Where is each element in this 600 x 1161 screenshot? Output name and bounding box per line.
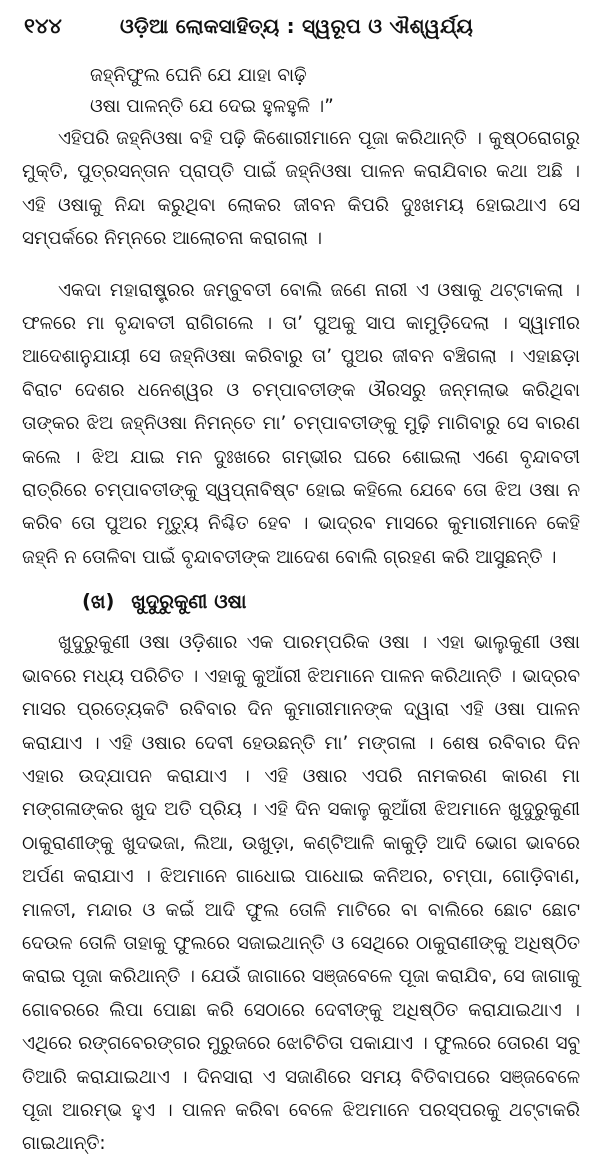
verse-block bbox=[90, 60, 580, 122]
paragraph: ଏହିପରି ଜହ୍ନିଓଷା ବହି ପଢ଼ି କିଶୋରୀମାନେ ପୂଜା କରିଥାନ୍ତି । କୁଷ୍ଠରୋଗରୁ ମୁକ୍ତି, ପୁତ୍ରସନ୍ତାନ ପ୍ରାପ୍ତି ପାଇଁ ଜହ୍ନିଓଷା ପାଳନ କରାଯିବାର କଥା ଅଛି । ଏହି ଓଷାକୁ ନିନ୍ଦା କରୁଥିବା ଲୋକର ଜୀବନ କିପରି ଦୁଃଖମୟ ହୋଇଥାଏ ସେ ସମ୍ପର୍କରେ ନିମ୍ନରେ ଆଲୋଚନା କରାଗଲା । bbox=[22, 128, 580, 250]
section-heading bbox=[82, 586, 580, 618]
paragraph: ଖୁଦୁରୁକୁଣୀ ଓଷା ଓଡ଼ିଶାର ଏକ ପାରମ୍ପରିକ ଓଷା । ଏହା ଭାଲୁକୁଣୀ ଓଷା ଭାବରେ ମଧ୍ୟ ପରିଚିତ । ଏହାକୁ କୁଆଁରୀ ଝିଅମାନେ ପାଳନ କରିଥାନ୍ତି । ଭାଦ୍ରବ ମାସର ପ୍ରତ୍ୟେକଟି ରବିବାର ଦିନ କୁମାରୀମାନଙ୍କ ଦ୍ୱାରା ଏହି ଓଷା ପାଳନ କରାଯାଏ । ଏହି ଓଷାର ଦେବୀ ହେଉଛନ୍ତି ମା’ ମଙ୍ଗଳା । ଶେଷ ରବିବାର ଦିନ ଏହାର ଉଦ୍‌ଯାପନ କରାଯାଏ । ଏହି ଓଷାର ଏପରି ନାମକରଣ କାରଣ ମା ମଙ୍ଗଳାଙ୍କର ଖୁଦ ଅତି ପ୍ରିୟ । ଏହି ଦିନ ସକାଳୁ କୁଆଁରୀ ଝିଅମାନେ ଖୁଦୁରୁକୁଣୀ ଠାକୁରାଣୀଙ୍କୁ ଖୁଦଭଜା, ଲିଆ, ଉଖୁଡ଼ା, କଣ୍ଟିଆଳି କାକୁଡ଼ି ଆଦି ଭୋଗ ଭାବରେ ଅର୍ପଣ କରାଯାଏ । ଝିଅମାନେ ଗାଧୋଇ ପାଧୋଇ କନିଅର, ଚମ୍ପା, ଗୋଡ଼ିବାଣ, ମାଳତୀ, ମନ୍ଦାର ଓ କଇଁ ଆଦି ଫୁଲ ତୋଳି ମାଟିରେ ବା ବାଲିରେ ଛୋଟ ଛୋଟ ଦେଉଳ ତୋଳି ତାହାକୁ ଫୁଲରେ ସଜାଇଥାନ୍ତି ଓ ସେଥିରେ ଠାକୁରାଣୀଙ୍କୁ ଅଧିଷ୍ଠିତ କରାଇ ପୂଜା କରିଥାନ୍ତି । ଯେଉଁ ଜାଗାରେ ସଞ୍ଜବେଳେ ପୂଜା କରାଯିବ, ସେ ଜାଗାକୁ ଗୋବରରେ ଲିପା ପୋଛା କରି ସେଠାରେ ଦେବୀଙ୍କୁ ଅଧିଷ୍ଠିତ କରାଯାଇଥାଏ । ଏଥିରେ ରଙ୍ଗବେରଙ୍ଗର ମୁରୁଜରେ ଝୋଟିଚିତା ପକାଯାଏ । ଫୁଲରେ ତୋରଣ ସବୁ ତିଆରି କରାଯାଇଥାଏ । ଦିନସାରା ଏ ସଜାଣିରେ ସମୟ ବିତିବାପରେ ସଞ୍ଜବେଳେ ପୂଜା ଆରମ୍ଭ ହୁଏ । ପାଳନ କରିବା ବେଳେ ଝିଅମାନେ ପରସ୍ପରକୁ ଥଟ୍ଟାକରି ଗାଇଥାନ୍ତି: bbox=[22, 632, 580, 1155]
verse-line: ଓଷା ପାଳନ୍ତି ଯେ ଦେଇ ହୁଳହୁଳି ।” bbox=[90, 96, 334, 117]
running-title: ଓଡ଼ିଆ ଲୋକସାହିତ୍ୟ : ସ୍ୱରୂପ ଓ ଐଶ୍ୱର୍ଯ୍ୟ bbox=[120, 14, 474, 38]
page-header bbox=[22, 0, 580, 50]
verse-line: ଜହ୍ନିଫୁଲ ଘେନି ଯେ ଯାହା ବାଢ଼ି bbox=[90, 65, 307, 86]
section-number: (ଖ) bbox=[82, 590, 115, 614]
page-number: ୧୪୪ bbox=[24, 14, 62, 38]
paragraph: ଏକଦା ମହାରାଷ୍ଟ୍ରର ଜମ୍ବୁବତୀ ବୋଲି ଜଣେ ନାରୀ ଏ ଓଷାକୁ ଥଟ୍ଟାକଲା । ଫଳରେ ମା ବୃନ୍ଦାବତୀ ରାଗିଗଲେ । ତା’ ପୁଅକୁ ସାପ କାମୁଡ଼ିଦେଲା । ସ୍ୱାମୀର ଆଦେଶାନୁଯାୟୀ ସେ ଜହ୍ନିଓଷା କରିବାରୁ ତା’ ପୁଅର ଜୀବନ ବଞ୍ଚିଗଲା । ଏହାଛଡ଼ା ବିରାଟ ଦେଶର ଧନେଶ୍ୱର ଓ ଚମ୍ପାବତୀଙ୍କ ଔରସରୁ ଜନ୍ମଲାଭ କରିଥିବା ତାଙ୍କର ଝିଅ ଜହ୍ନିଓଷା ନିମନ୍ତେ ମା’ ଚମ୍ପାବତୀଙ୍କୁ ମୁଢ଼ି ମାଗିବାରୁ ସେ ବାରଣ କଲେ । ଝିଅ ଯାଇ ମନ ଦୁଃଖରେ ଗମ୍ଭୀର ଘରେ ଶୋଇଲା ଏଣେ ବୃନ୍ଦାବତୀ ରାତ୍ରିରେ ଚମ୍ପାବତୀଙ୍କୁ ସ୍ୱପ୍ନାବିଷ୍ଟ ହୋଇ କହିଲେ ଯେବେ ତୋ ଝିଅ ଓଷା ନ କରିବ ତୋ ପୁଅର ମୃତ୍ୟୁ ନିଶ୍ଚିତ ହେବ । ଭାଦ୍ରବ ମାସରେ କୁମାରୀମାନେ କେହି ଜହ୍ନି ନ ତୋଳିବା ପାଇଁ ବୃନ୍ଦାବତୀଙ୍କ ଆଦେଶ ବୋଲି ଗ୍ରହଣ କରି ଆସୁଛନ୍ତି । bbox=[22, 279, 580, 568]
section-title: ଖୁଦୁରୁକୁଣୀ ଓଷା bbox=[131, 590, 247, 614]
